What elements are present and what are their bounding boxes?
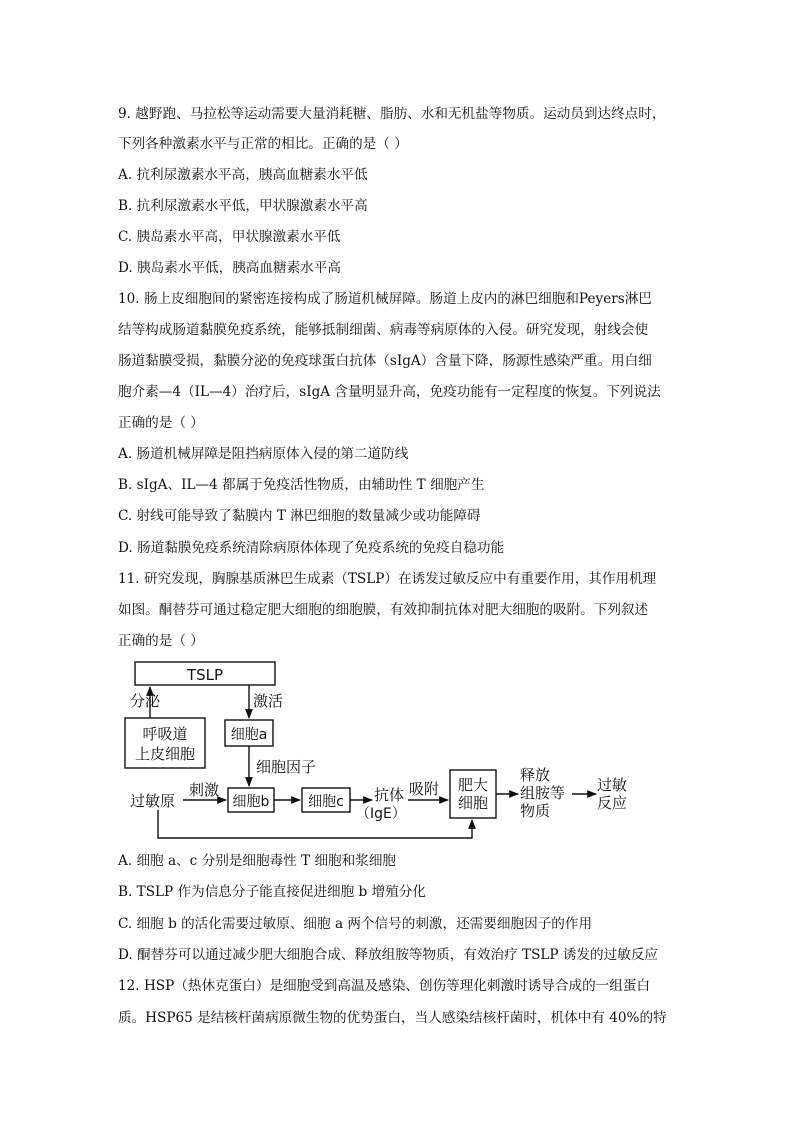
- q9-option-b: B. 抗利尿激素水平低，甲状腺激素水平高: [118, 198, 368, 214]
- q10-stem-line-3: 肠道黏膜受损，黏膜分泌的免疫球蛋白抗体（sIgA）含量下降，肠源性感染严重。用白细: [118, 353, 652, 369]
- secrete-label: 分泌: [130, 692, 161, 710]
- antibody-label-2: （IgE）: [356, 806, 406, 822]
- cell-b-label: 细胞b: [232, 794, 270, 810]
- q9-stem-line-1: 9. 越野跑、马拉松等运动需要大量消耗糖、脂肪、水和无机盐等物质。运动员到达终点时，: [118, 106, 666, 122]
- release-label-3: 物质: [520, 802, 551, 820]
- allergen-to-mast-arrow: [158, 810, 472, 838]
- q10-option-d: D. 肠道黏膜免疫系统清除病原体体现了免疫系统的免疫自稳功能: [118, 540, 505, 556]
- q10-stem-line-2: 结等构成肠道黏膜免疫系统，能够抵制细菌、病毒等病原体的入侵。研究发现，射线会使: [118, 322, 649, 338]
- allergen-label: 过敏原: [130, 792, 176, 810]
- q11-option-d: D. 酮替芬可以通过减少肥大细胞合成、释放组胺等物质，有效治疗 TSLP 诱发的过敏反应: [118, 947, 659, 963]
- cell-c-label: 细胞c: [308, 794, 344, 810]
- q9-option-a: A. 抗利尿激素水平高，胰高血糖素水平低: [118, 167, 368, 183]
- q9-option-c: C. 胰岛素水平高，甲状腺激素水平低: [118, 229, 341, 245]
- release-label-2: 组胺等: [520, 784, 566, 802]
- q11-option-b: B. TSLP 作为信息分子能直接促进细胞 b 增殖分化: [118, 884, 426, 900]
- antibody-label-1: 抗体: [374, 786, 405, 804]
- tslp-label: TSLP: [186, 666, 224, 684]
- q12-stem-line-2: 质。HSP65 是结核杆菌病原微生物的优势蛋白，当人感染结核杆菌时，机体中有 40%的特: [118, 1010, 667, 1026]
- q10-stem-line-4: 胞介素—4（IL—4）治疗后，sIgA 含量明显升高，免疫功能有一定程度的恢复。下列说法: [118, 384, 661, 400]
- q10-option-c: C. 射线可能导致了黏膜内 T 淋巴细胞的数量减少或功能障碍: [118, 508, 481, 524]
- activate-label: 激活: [253, 692, 284, 710]
- stimulate-label: 刺激: [189, 781, 220, 799]
- q11-stem-line-3: 正确的是（ ）: [118, 633, 204, 649]
- cell-a-label: 细胞a: [230, 727, 268, 743]
- q9-option-d: D. 胰岛素水平低，胰高血糖素水平高: [118, 260, 341, 276]
- epithelial-label-1: 呼吸道: [142, 725, 188, 743]
- reaction-label-2: 反应: [597, 794, 628, 812]
- epithelial-label-2: 上皮细胞: [134, 745, 196, 763]
- q11-stem-line-2: 如图。酮替芬可通过稳定肥大细胞的细胞膜，有效抑制抗体对肥大细胞的吸附。下列叙述: [118, 602, 649, 618]
- q10-stem-line-5: 正确的是（ ）: [118, 415, 204, 431]
- release-label-1: 释放: [520, 766, 551, 784]
- q10-option-a: A. 肠道机械屏障是阻挡病原体入侵的第二道防线: [118, 446, 409, 462]
- mast-cell-label-1: 肥大: [457, 776, 489, 794]
- cytokine-label: 细胞因子: [256, 758, 317, 776]
- q11-option-c: C. 细胞 b 的活化需要过敏原、细胞 a 两个信号的刺激，还需要细胞因子的作用: [118, 916, 593, 932]
- q11-stem-line-1: 11. 研究发现，胸腺基质淋巴生成素（TSLP）在诱发过敏反应中有重要作用，其作用机理: [118, 571, 657, 587]
- q9-stem-line-2: 下列各种激素水平与正常的相比。正确的是（ ）: [118, 136, 408, 152]
- reaction-label-1: 过敏: [597, 776, 628, 794]
- q12-stem-line-1: 12. HSP（热休克蛋白）是细胞受到高温及感染、创伤等理化刺激时诱导合成的一组蛋白: [118, 978, 651, 994]
- adsorb-label: 吸附: [409, 780, 440, 798]
- q11-option-a: A. 细胞 a、c 分别是细胞毒性 T 细胞和浆细胞: [118, 853, 397, 869]
- mast-cell-label-2: 细胞: [457, 794, 489, 812]
- q10-option-b: B. sIgA、IL—4 都属于免疫活性物质，由辅助性 T 细胞产生: [118, 477, 485, 493]
- q10-stem-line-1: 10. 肠上皮细胞间的紧密连接构成了肠道机械屏障。肠道上皮内的淋巴细胞和Peyers淋巴: [118, 291, 652, 307]
